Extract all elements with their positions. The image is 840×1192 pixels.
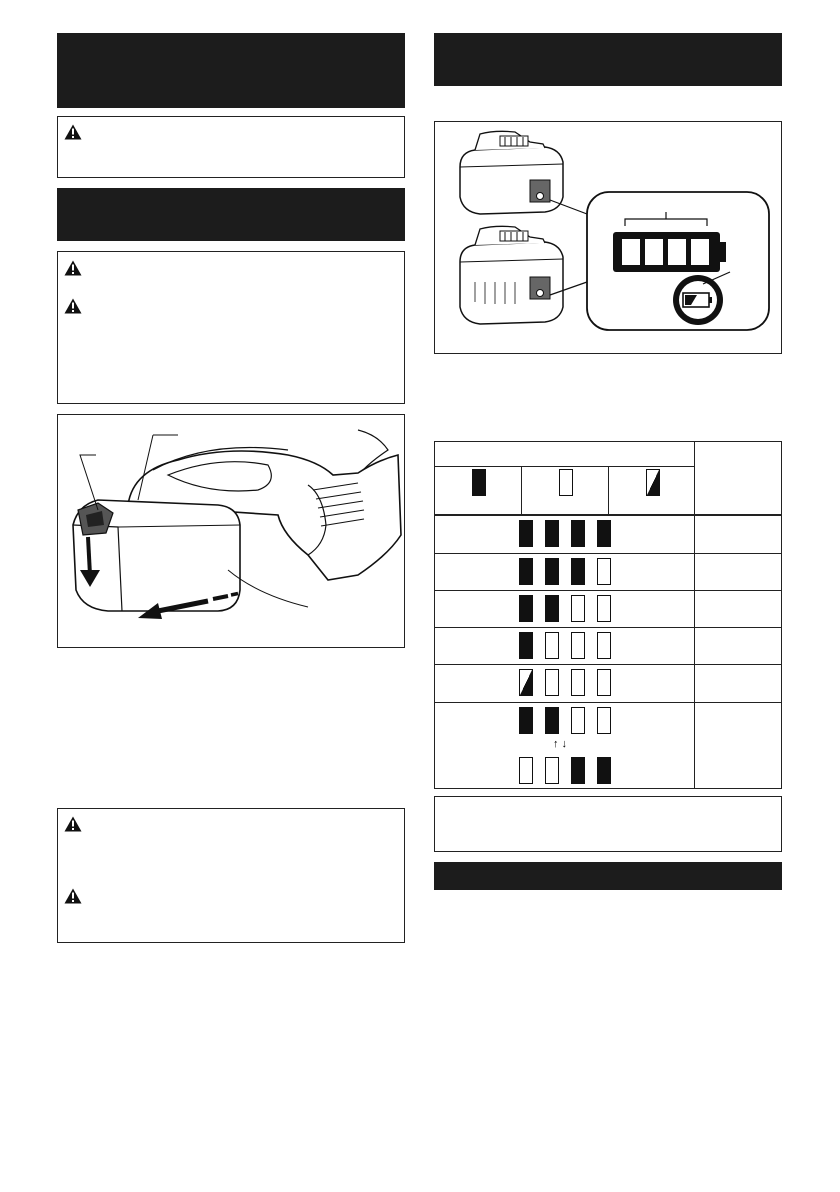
lamp-off-icon (571, 669, 585, 696)
battery-indicator-figure (434, 121, 782, 354)
table-rule (435, 627, 781, 628)
lamp-off-icon (597, 669, 611, 696)
lamp-lit-icon (519, 558, 533, 585)
warning-triangle-icon (64, 260, 82, 276)
lamp-off-icon (519, 757, 533, 784)
warning-triangle-icon (64, 888, 82, 904)
lamp-lit-icon (545, 595, 559, 622)
lamp-off-icon (597, 707, 611, 734)
table-rule (435, 553, 781, 554)
alternating-arrows-icon: ↑ ↓ (553, 738, 568, 750)
lamp-lit-icon (545, 558, 559, 585)
section-heading-bar (434, 33, 782, 86)
lamp-off-icon (545, 669, 559, 696)
caution-notice-box (57, 251, 405, 404)
lamp-off-icon (597, 595, 611, 622)
warning-triangle-icon (64, 816, 82, 832)
lamp-lit-icon (571, 520, 585, 547)
battery-removal-figure (57, 414, 405, 648)
lamp-off-icon (571, 707, 585, 734)
lamp-lit-icon (545, 520, 559, 547)
lamp-off-icon (597, 558, 611, 585)
lamp-lit-icon (519, 520, 533, 547)
lamp-off-icon (571, 632, 585, 659)
legend-blinking-lamp-icon (646, 469, 660, 496)
lamp-lit-icon (597, 757, 611, 784)
lamp-off-icon (571, 595, 585, 622)
lamp-lit-icon (597, 520, 611, 547)
battery-removal-illustration (58, 415, 403, 646)
section-heading-bar (57, 188, 405, 241)
lamp-off-icon (597, 632, 611, 659)
lamp-lit-icon (519, 632, 533, 659)
table-rule (608, 466, 609, 514)
legend-off-lamp-icon (559, 469, 573, 496)
warning-triangle-icon (64, 298, 82, 314)
note-box (434, 796, 782, 852)
table-rule (435, 590, 781, 591)
section-heading-bar (434, 862, 782, 890)
lamp-blinking-icon (519, 669, 533, 696)
lamp-off-icon (545, 757, 559, 784)
lamp-lit-icon (519, 707, 533, 734)
lamp-lit-icon (571, 558, 585, 585)
table-rule (435, 664, 781, 665)
indicator-status-table (434, 441, 782, 789)
warning-notice-box (57, 116, 405, 178)
legend-lit-lamp-icon (472, 469, 486, 496)
table-rule (521, 466, 522, 514)
table-rule (435, 514, 781, 516)
lamp-lit-icon (519, 595, 533, 622)
section-heading-bar (57, 33, 405, 108)
table-rule (435, 466, 694, 467)
warning-triangle-icon (64, 124, 82, 140)
table-rule (694, 442, 695, 788)
table-rule (435, 702, 781, 703)
battery-indicator-illustration (435, 122, 780, 352)
warning-notice-box (57, 808, 405, 943)
lamp-lit-icon (545, 707, 559, 734)
lamp-lit-icon (571, 757, 585, 784)
lamp-off-icon (545, 632, 559, 659)
